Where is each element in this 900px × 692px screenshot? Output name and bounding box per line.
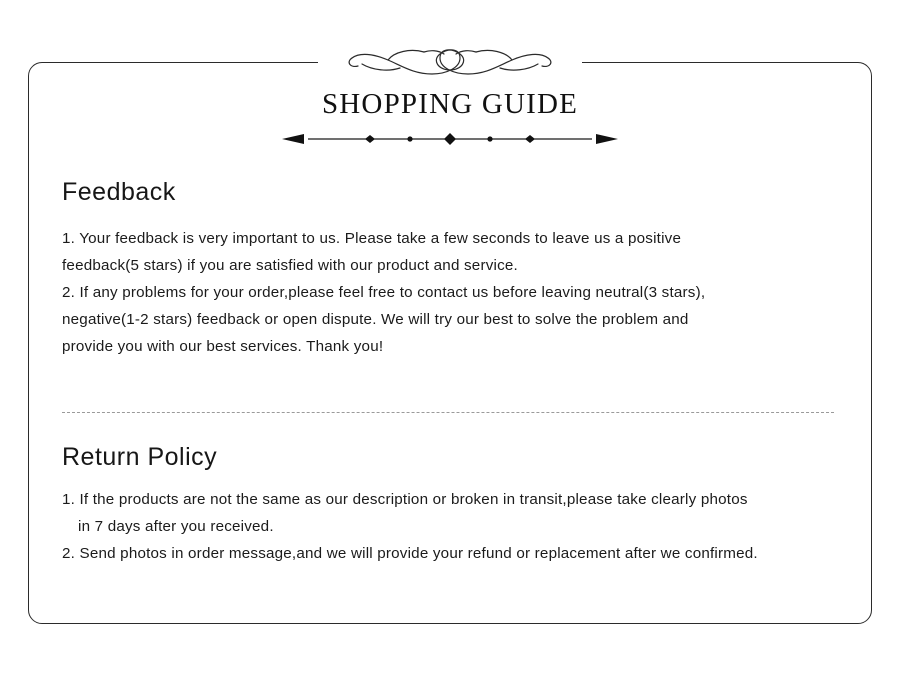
return-policy-heading: Return Policy [62,443,218,471]
return-line-2: in 7 days after you received. [78,518,274,535]
feedback-line-3: 2. If any problems for your order,please feel free to contact us before leaving neutral(3 stars), [62,284,706,301]
dashed-rule [62,412,834,413]
feedback-line-4: negative(1-2 stars) feedback or open dispute. We will try our best to solve the problem and [62,311,689,328]
return-line-1: 1. If the products are not the same as our description or broken in transit,please take clearly photos [62,491,748,508]
feedback-section [62,178,852,360]
flourish-ornament-icon [318,30,582,82]
return-line-3: 2. Send photos in order message,and we will provide your refund or replacement after we confirmed. [62,545,758,562]
feedback-line-2: feedback(5 stars) if you are satisfied with our product and service. [62,257,518,274]
return-policy-section [62,443,862,567]
feedback-heading: Feedback [62,178,176,206]
diamond-rule-ornament-icon [282,128,618,150]
feedback-line-1: 1. Your feedback is very important to us. Please take a few seconds to leave us a positive [62,230,682,247]
feedback-body [62,225,852,360]
page-title: SHOPPING GUIDE [321,88,579,120]
return-policy-body [62,486,862,567]
feedback-line-5: provide you with our best services. Thank you! [62,338,384,355]
